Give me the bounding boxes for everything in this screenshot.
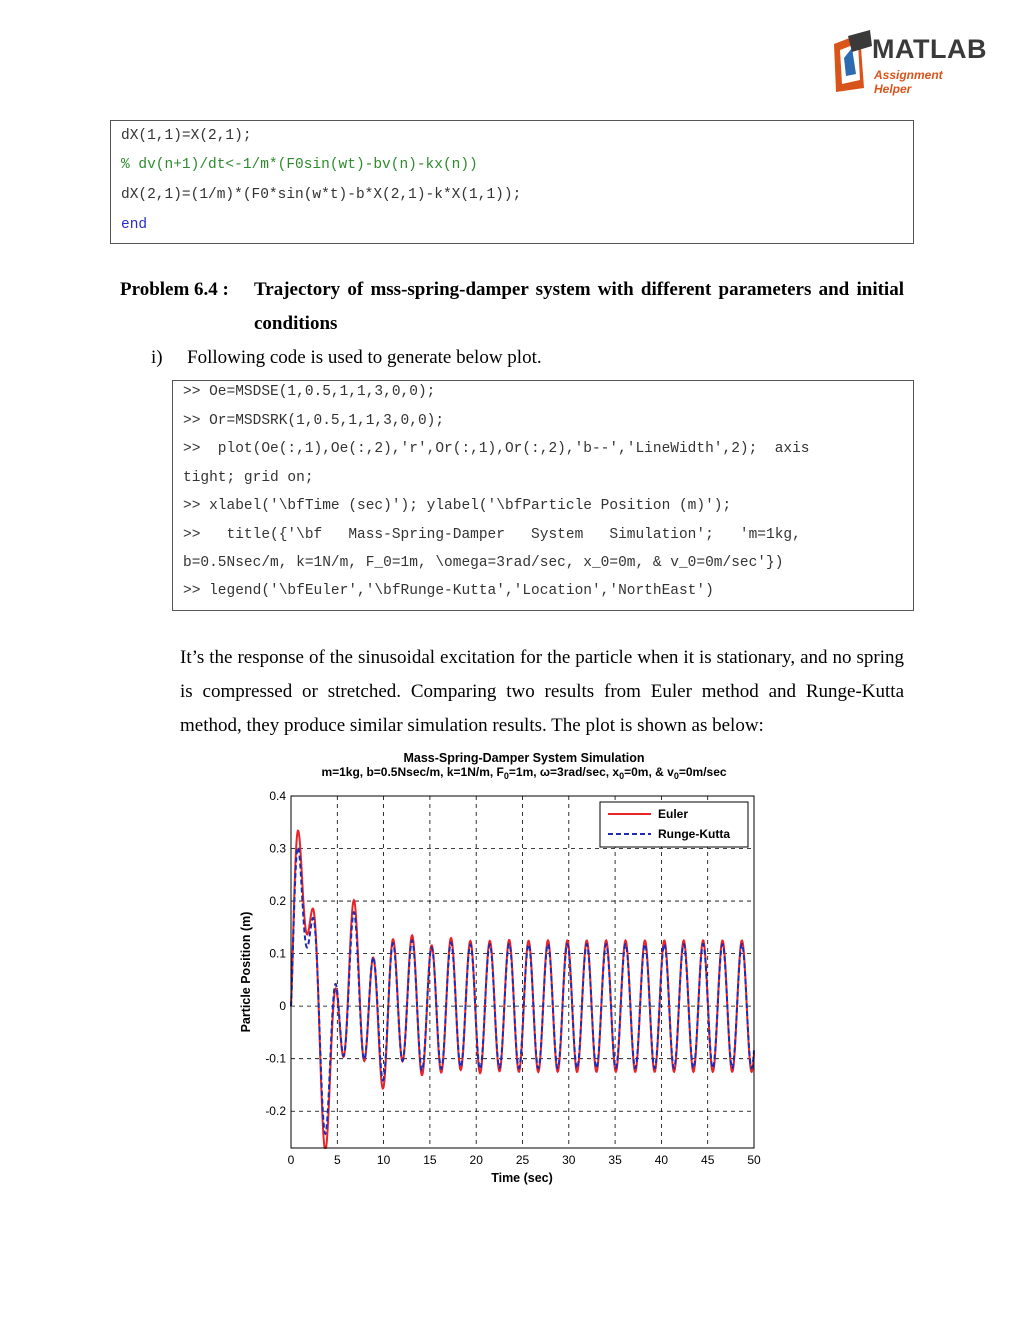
code-line: tight; grid on; (183, 470, 314, 486)
code-line: b=0.5Nsec/m, k=1N/m, F_0=1m, \omega=3rad/sec, x_0=0m, & v_0=0m/sec'}) (183, 555, 784, 571)
legend-label-euler: Euler (658, 807, 689, 821)
x-tick-label: 10 (376, 1153, 391, 1167)
code-block-plot-commands (172, 380, 914, 611)
code-keyword-end: end (121, 217, 148, 233)
code-line: dX(2,1)=(1/m)*(F0*sin(w*t)-b*X(2,1)-k*X(1,1)); (121, 187, 522, 203)
problem-label: Problem 6.4 : (120, 279, 229, 300)
problem-title: Trajectory of mss-spring-damper system with different parameters and initial conditions (254, 279, 904, 334)
x-axis-label: Time (sec) (491, 1171, 553, 1185)
code-block-derivative (110, 120, 914, 244)
list-item-text: Following code is used to generate below plot. (187, 347, 542, 368)
code-comment-line: % dv(n+1)/dt<-1/m*(F0sin(wt)-bv(n)-kx(n)) (121, 157, 478, 173)
y-tick-label: 0.4 (269, 789, 286, 803)
body-paragraph: It’s the response of the sinusoidal excitation for the particle when it is stationary, and no spring is compressed or stretched. Comparing two results from Euler method and Runge-Kutta method, they produce similar simulation results. The plot is shown as below: (180, 647, 904, 736)
x-tick-label: 40 (654, 1153, 669, 1167)
y-tick-label: -0.2 (265, 1104, 286, 1119)
x-tick-label: 50 (747, 1153, 761, 1167)
x-tick-label: 5 (333, 1153, 341, 1167)
list-marker: i) (151, 347, 163, 368)
x-tick-label: 15 (423, 1153, 437, 1167)
y-tick-label: 0.3 (269, 841, 286, 856)
chart-title: Mass-Spring-Damper System Simulation (403, 751, 645, 765)
y-tick-label: 0.1 (269, 946, 286, 961)
x-tick-label: 25 (515, 1153, 530, 1167)
y-axis-label: Particle Position (m) (239, 911, 253, 1033)
y-tick-label: 0.2 (269, 894, 286, 909)
chart-subtitle: m=1kg, b=0.5Nsec/m, k=1N/m, $F_0=1m$, ω=3rad/sec, $x_0=0m$, & $v_0=0m/\sec$ (321, 765, 727, 781)
x-tick-label: 0 (287, 1153, 295, 1167)
logo-title: MATLAB (872, 34, 987, 64)
code-line: >> Or=MSDSRK(1,0.5,1,1,3,0,0); (183, 413, 445, 429)
x-tick-label: 30 (562, 1153, 576, 1167)
code-line: >> title({'\bf Mass-Spring-Damper System Simulation'; 'm=1kg, (183, 527, 801, 543)
y-tick-label: 0 (279, 999, 286, 1014)
x-tick-label: 20 (469, 1153, 483, 1167)
x-tick-label: 45 (701, 1153, 715, 1167)
code-line: >> plot(Oe(:,1),Oe(:,2),'r',Or(:,1),Or(:,2),'b--','LineWidth',2); axis (183, 441, 810, 457)
chart-grid (291, 796, 754, 1148)
simulation-line-chart (230, 745, 790, 1195)
matlab-assignment-helper-logo (830, 30, 987, 98)
legend-label-runge-kutta: Runge-Kutta (658, 827, 730, 841)
chart-legend (600, 802, 748, 847)
code-line: dX(1,1)=X(2,1); (121, 128, 252, 144)
logo-emblem-icon (830, 30, 876, 94)
code-line: >> Oe=MSDSE(1,0.5,1,1,3,0,0); (183, 384, 436, 400)
logo-subtitle: Assignment Helper (874, 68, 943, 96)
x-tick-label: 35 (608, 1153, 622, 1167)
y-tick-label: -0.1 (265, 1051, 286, 1066)
code-line: >> xlabel('\bfTime (sec)'); ylabel('\bfParticle Position (m)'); (183, 498, 732, 514)
code-line: >> legend('\bfEuler','\bfRunge-Kutta','Location','NorthEast') (183, 583, 714, 599)
